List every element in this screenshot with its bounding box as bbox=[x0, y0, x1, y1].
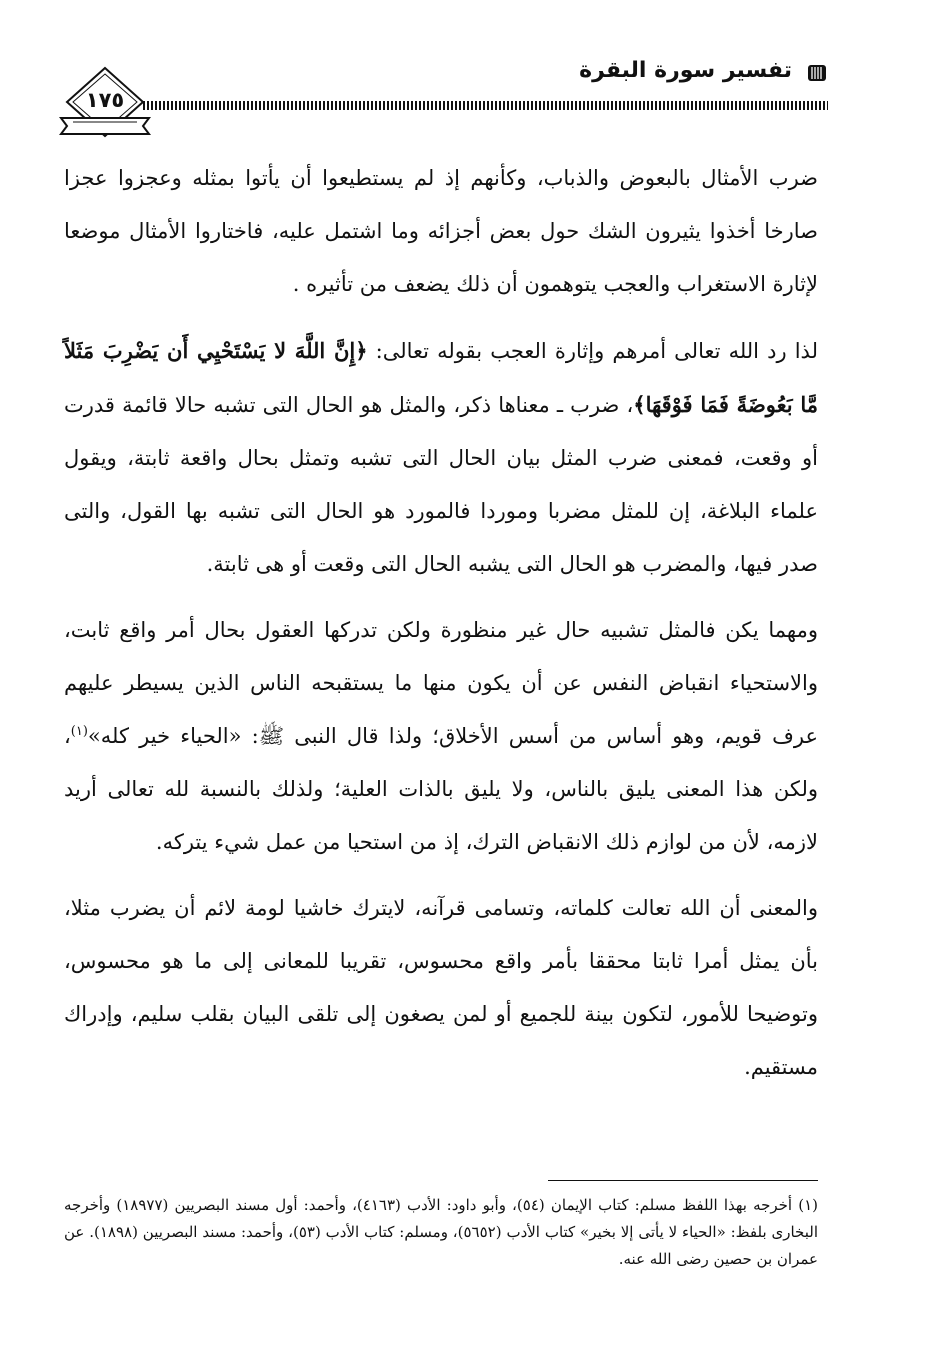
ornament-icon bbox=[806, 62, 828, 84]
paragraph-1: ضرب الأمثال بالبعوض والذباب، وكأنهم إذ لم يستطيعوا أن يأتوا بمثله وعجزوا عجزا صارخا أخذوا يثيرون الشك حول بعض أجزائه وما اشتمل عليه، فاختاروا الأمثال موضعا لإثارة الاستغراب والعجب يتوهمون أن ذلك يضعف من تأثيره . bbox=[64, 166, 818, 296]
footnotes bbox=[64, 1192, 818, 1273]
footnote-1: (١) أخرجه بهذا اللفظ مسلم: كتاب الإيمان (٥٤)، وأبو داود: الأدب (٤١٦٣)، وأحمد: أول مسند البصريين (١٨٩٧٧) وأخرجه البخارى بلفظ: «الحياء لا يأتى إلا بخير» كتاب الأدب (٥٦٥٢)، ومسلم: كتاب الأدب (٥٣)، وأحمد: مسند البصريين (١٨٩٨). عن عمران بن حصين رضى الله عنه. bbox=[64, 1196, 818, 1268]
header-title: تفسير سورة البقرة bbox=[579, 58, 792, 83]
quran-verse: ﴿إِنَّ اللَّهَ لا يَسْتَحْيِي أَن يَضْرِبَ مَثَلاً مَّا بَعُوضَةً فَمَا فَوْقَهَا﴾ bbox=[64, 338, 819, 417]
paragraph-2-body: ، ضرب ـ معناها ذكر، والمثل هو الحال التى تشبه حالا قائمة قدرت أو وقعت، فمعنى ضرب المثل بيان الحال التى تشبه وتمثل بحال واقعة ثابتة، ويقول علماء البلاغة، إن للمثل مضربا وموردا فالمورد هو الحال التى تشبه بها القول، والتى صدر فيها، والمضرب هو الحال التى يشبه الحال التى وقعت أو هى ثابتة. bbox=[64, 393, 818, 576]
paragraph-3 bbox=[64, 604, 818, 869]
footnote-reference[interactable]: (١) bbox=[70, 724, 88, 739]
footnote-divider bbox=[548, 1180, 818, 1181]
page-number: ١٧٥ bbox=[85, 88, 125, 112]
paragraph-4: والمعنى أن الله تعالت كلماته، وتسامى قرآنه، لايترك خاشيا لومة لائم أن يضرب مثلا، بأن يمثل أمرا ثابتا محققا بأمر واقع محسوس، تقريبا للمعانى إلى ما هو محسوس، وتوضيحا للأمور، لتكون بينة للجميع أو لمن يصغون إلى تلقى البيان بقلب سليم، وإدراك مستقيم. bbox=[64, 896, 818, 1079]
page-header bbox=[55, 58, 828, 138]
paragraph-2 bbox=[64, 324, 818, 591]
header-rule bbox=[143, 101, 828, 110]
paragraph-2-intro: لذا رد الله تعالى أمرهم وإثارة العجب بقوله تعالى: bbox=[367, 339, 818, 363]
paragraph-3-intro: ومهما يكن فالمثل تشبيه حال غير منظورة ولكن تدركها العقول بحال أمر واقع ثابت، والاستحياء انقباض النفس عن أن يكون منها ما يستقبحه الناس الذين يسيطر عليهم عرف قويم، وهو أساس من أسس الأخلاق؛ ولذا قال النبى ﷺ: «الحياء خير كله» bbox=[64, 618, 818, 748]
main-text bbox=[64, 152, 818, 1094]
paragraph-3-body: ، ولكن هذا المعنى يليق بالناس، ولا يليق بالذات العلية؛ ولذلك بالنسبة لله تعالى أريد لازمه، لأن من لوازم ذلك الانقباض الترك، إذ من استحيا من عمل شيء يتركه. bbox=[64, 724, 818, 854]
